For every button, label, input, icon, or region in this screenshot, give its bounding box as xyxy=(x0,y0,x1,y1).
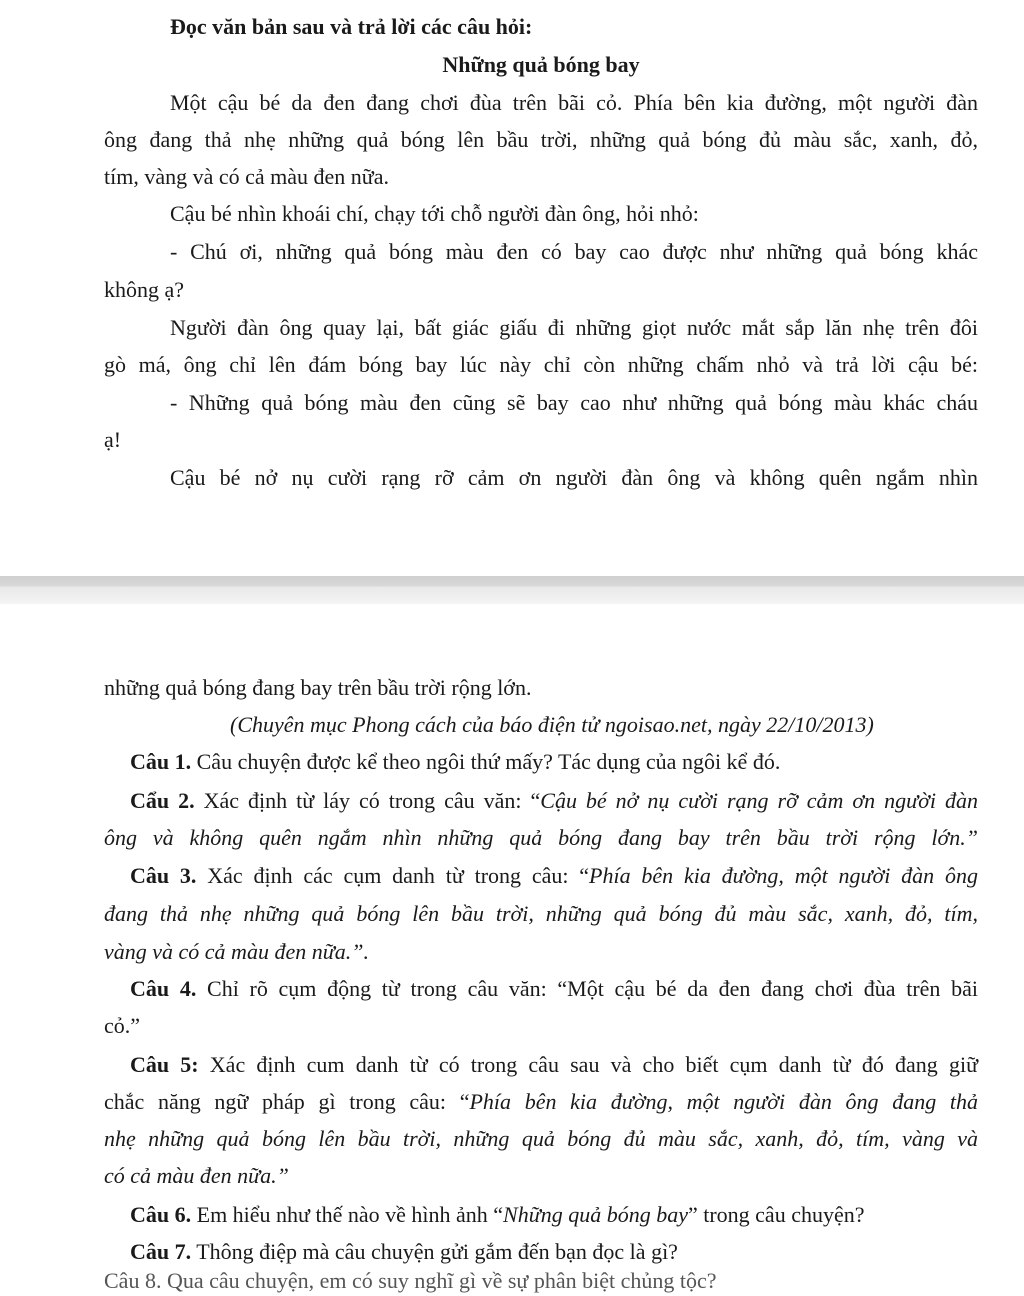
paragraph-1-line-1: Một cậu bé da đen đang chơi đùa trên bãi cỏ. Phía bên kia đường, một người đàn xyxy=(170,90,978,115)
paragraph-2: Cậu bé nhìn khoái chí, chạy tới chỗ người đàn ông, hỏi nhỏ: xyxy=(170,201,699,226)
paragraph-3-line-2: không ạ? xyxy=(104,277,185,302)
paragraph-5-line-2: ạ! xyxy=(104,427,122,452)
question-5-line-1: Câu 5: Xác định cum danh từ có trong câu sau và cho biết cụm danh từ đó đang giữ xyxy=(130,1052,978,1077)
question-2-line-1: Cẩu 2. Xác định từ láy có trong câu văn: “Cậu bé nở nụ cười rạng rỡ cảm ơn người đàn xyxy=(130,788,978,813)
question-4-line-2: cỏ.” xyxy=(104,1013,141,1038)
paragraph-6-line-2: những quả bóng đang bay trên bầu trời rộng lớn. xyxy=(104,675,532,700)
question-5-line-4: có cả màu đen nữa.” xyxy=(104,1163,289,1188)
question-2-line-2: ông và không quên ngắm nhìn những quả bóng đang bay trên bầu trời rộng lớn.” xyxy=(104,825,978,850)
question-7: Câu 7. Thông điệp mà câu chuyện gửi gắm đến bạn đọc là gì? xyxy=(130,1239,678,1264)
story-title: Những quả bóng bay xyxy=(442,52,640,77)
question-3-line-1: Câu 3. Xác định các cụm danh từ trong câu: “Phía bên kia đường, một người đàn ông xyxy=(130,863,978,888)
source-citation: (Chuyên mục Phong cách của báo điện tử ngoisao.net, ngày 22/10/2013) xyxy=(230,712,874,737)
question-8-cropped: Câu 8. Qua câu chuyện, em có suy nghĩ gì về sự phân biệt chủng tộc? xyxy=(104,1268,717,1293)
page-gap xyxy=(0,604,1024,628)
paragraph-1-line-3: tím, vàng và có cả màu đen nữa. xyxy=(104,164,389,189)
paragraph-4-line-1: Người đàn ông quay lại, bất giác giấu đi những giọt nước mắt sắp lăn nhẹ trên đôi xyxy=(170,315,978,340)
question-6: Câu 6. Em hiểu như thế nào về hình ảnh “Những quả bóng bay” trong câu chuyện? xyxy=(130,1202,865,1227)
page-separator xyxy=(0,568,1024,604)
paragraph-5-line-1: - Những quả bóng màu đen cũng sẽ bay cao như những quả bóng màu khác cháu xyxy=(170,390,978,415)
question-4-line-1: Câu 4. Chỉ rõ cụm động từ trong câu văn: “Một cậu bé da đen đang chơi đùa trên bãi xyxy=(130,976,978,1001)
question-3-line-2: đang thả nhẹ những quả bóng lên bầu trời, những quả bóng đủ màu sắc, xanh, đỏ, tím, xyxy=(104,901,978,926)
question-5-line-3: nhẹ những quả bóng lên bầu trời, những quả bóng đủ màu sắc, xanh, đỏ, tím, vàng và xyxy=(104,1126,978,1151)
paragraph-3-line-1: - Chú ơi, những quả bóng màu đen có bay cao được như những quả bóng khác xyxy=(170,239,978,264)
question-1: Câu 1. Câu chuyện được kể theo ngôi thứ mấy? Tác dụng của ngôi kể đó. xyxy=(130,749,781,774)
question-3-line-3: vàng và có cả màu đen nữa.”. xyxy=(104,939,369,964)
instruction: Đọc văn bản sau và trả lời các câu hỏi: xyxy=(170,14,533,39)
paragraph-6-line-1: Cậu bé nở nụ cười rạng rỡ cảm ơn người đàn ông và không quên ngắm nhìn xyxy=(170,465,978,490)
paragraph-1-line-2: ông đang thả nhẹ những quả bóng lên bầu trời, những quả bóng đủ màu sắc, xanh, đỏ, xyxy=(104,127,978,152)
question-5-line-2: chắc năng ngữ pháp gì trong câu: “Phía bên kia đường, một người đàn ông đang thả xyxy=(104,1089,978,1114)
paragraph-4-line-2: gò má, ông chỉ lên đám bóng bay lúc này chỉ còn những chấm nhỏ và trả lời cậu bé: xyxy=(104,352,978,377)
